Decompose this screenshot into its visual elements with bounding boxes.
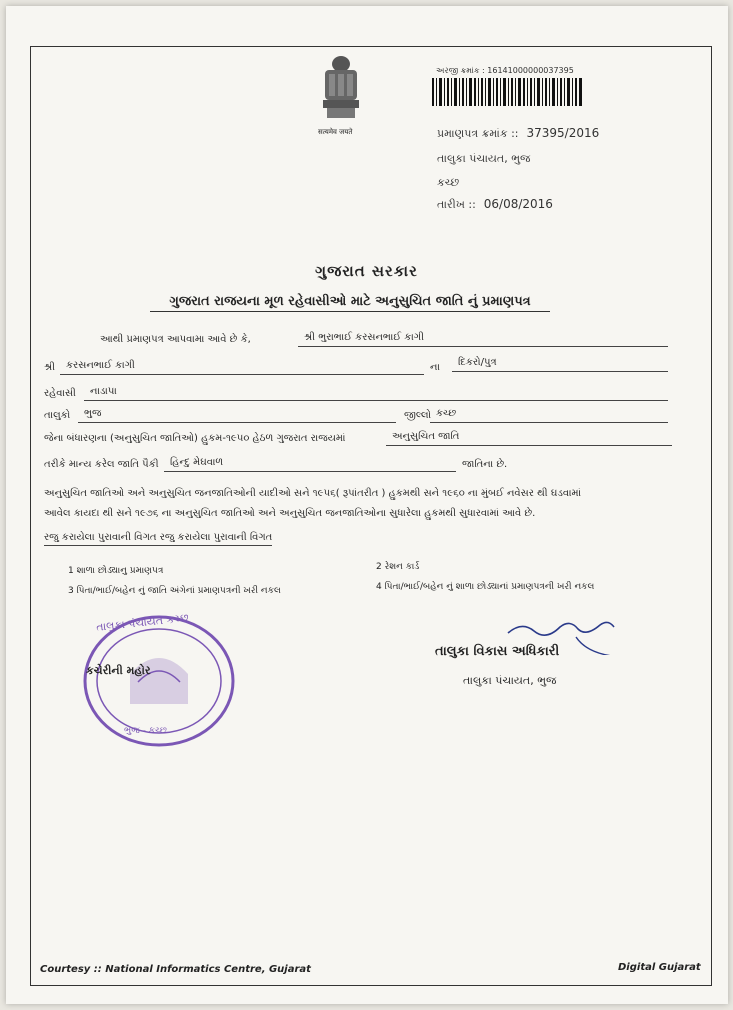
issuing-office: તાલુકા પંચાયત, ભુજ [437,152,531,165]
resident-village: નાડાપા [84,386,668,401]
taluka-label: તાલુકો [44,410,71,421]
taluka: ભુજ [78,408,396,423]
emblem-motto: सत्यमेव जयते [318,128,353,136]
seal-label: કચેરીની મહોર [86,664,151,677]
government-heading: ગુજરાત સરકાર [315,262,418,280]
shri-label: શ્રી [44,362,56,373]
caste-suffix: જાતિના છે. [462,459,508,470]
certificate-title: ગુજરાત રાજયના મૂળ રહેવાસીઓ માટે અનુસુચિત જાતિ નું પ્રમાણપત્ર [150,294,550,312]
barcode [432,78,582,106]
certificate-number-label: પ્રમાણપત્ર ક્રમાંક :: [437,127,519,140]
applicant-name: શ્રી ભુરાભાઈ કરસનભાઈ કાગી [298,332,668,347]
constitution-label: જેના બંધારણના (અનુસુચિત જાતિઓ) હુકમ-૧૯૫૦ હેઠળ ગુજરાત રાજયમાં [44,433,346,444]
date-row [437,197,553,212]
legal-paragraph-line-2: આવેલ કાયદા થી સને ૧૯૭૬ ના અનુસુચિત જાતિઓ અને અનુસુચિત જનજાતિઓના સુધારેલા હુકમથી સુધારવામાં આવે છે. [44,508,536,519]
intro-label: આથી પ્રમાણપત્ર આપવામા આવે છે કે, [100,334,251,345]
certificate-number-row [437,126,599,141]
officer-office: તાલુકા પંચાયત, ભુજ [463,674,557,687]
footer-brand: Digital Gujarat [618,962,701,973]
date-label: તારીખ :: [437,198,476,211]
na-label: ના [430,362,440,373]
father-name: કરસનભાઈ કાગી [60,360,424,375]
resident-label: રહેવાસી [44,388,76,399]
evidence-item: 3 પિતા/ભાઈ/બહેન નું જાતિ અંગેનાં પ્રમાણપત્રની ખરી નકલ [68,586,281,596]
national-emblem-icon [313,52,369,136]
evidence-item: 4 પિતા/ભાઈ/બહેન નું શાળા છોડ્યાનાં પ્રમાણપત્રની ખરી નકલ [376,582,595,592]
district-label: જીલ્લો [404,410,432,421]
legal-paragraph [44,484,684,524]
relation: દિકરો/પુત્ર [452,357,668,372]
evidence-item: 1 શાળા છોડ્યાનુ પ્રમાણપત્ર [68,566,164,576]
caste: હિન્દુ મેઘવાળ [164,457,456,472]
issuing-district: કચ્છ [437,176,460,189]
application-number: અરજી ક્રમાંક : 16141000000037395 [436,66,574,75]
category: અનુસુચિત જાતિ [386,431,672,446]
recognized-label: તરીકે માન્ય કરેલ જાતિ પૈકી [44,459,159,470]
legal-paragraph-line-1: અનુસુચિત જાતિઓ અને અનુસુચિત જનજાતિઓની યાદીઓ સને ૧૯૫૬( રૂપાંતરીત ) હુકમથી સને ૧૯૬૦ ના મુંબઈ નવેસર થી ઘડવામાં [44,488,582,499]
footer-courtesy: Courtesy :: National Informatics Centre, Gujarat [40,964,311,975]
evidence-item: 2 રેશન કાર્ડ [376,562,420,572]
district: કચ્છ [430,408,668,423]
officer-title: તાલુકા વિકાસ અધિકારી [435,644,560,659]
evidence-heading: રજુ કરાયેલા પુરાવાની વિગત રજુ કરાયેલા પુરાવાની વિગત [44,532,272,546]
issue-date: 06/08/2016 [483,197,553,211]
certificate-number: 37395/2016 [526,126,600,140]
seal-ring-text: તાલુકા પંચાયત કચ્છ [95,611,190,634]
seal-bottom-text: ભુજ - કચ્છ [124,726,167,736]
